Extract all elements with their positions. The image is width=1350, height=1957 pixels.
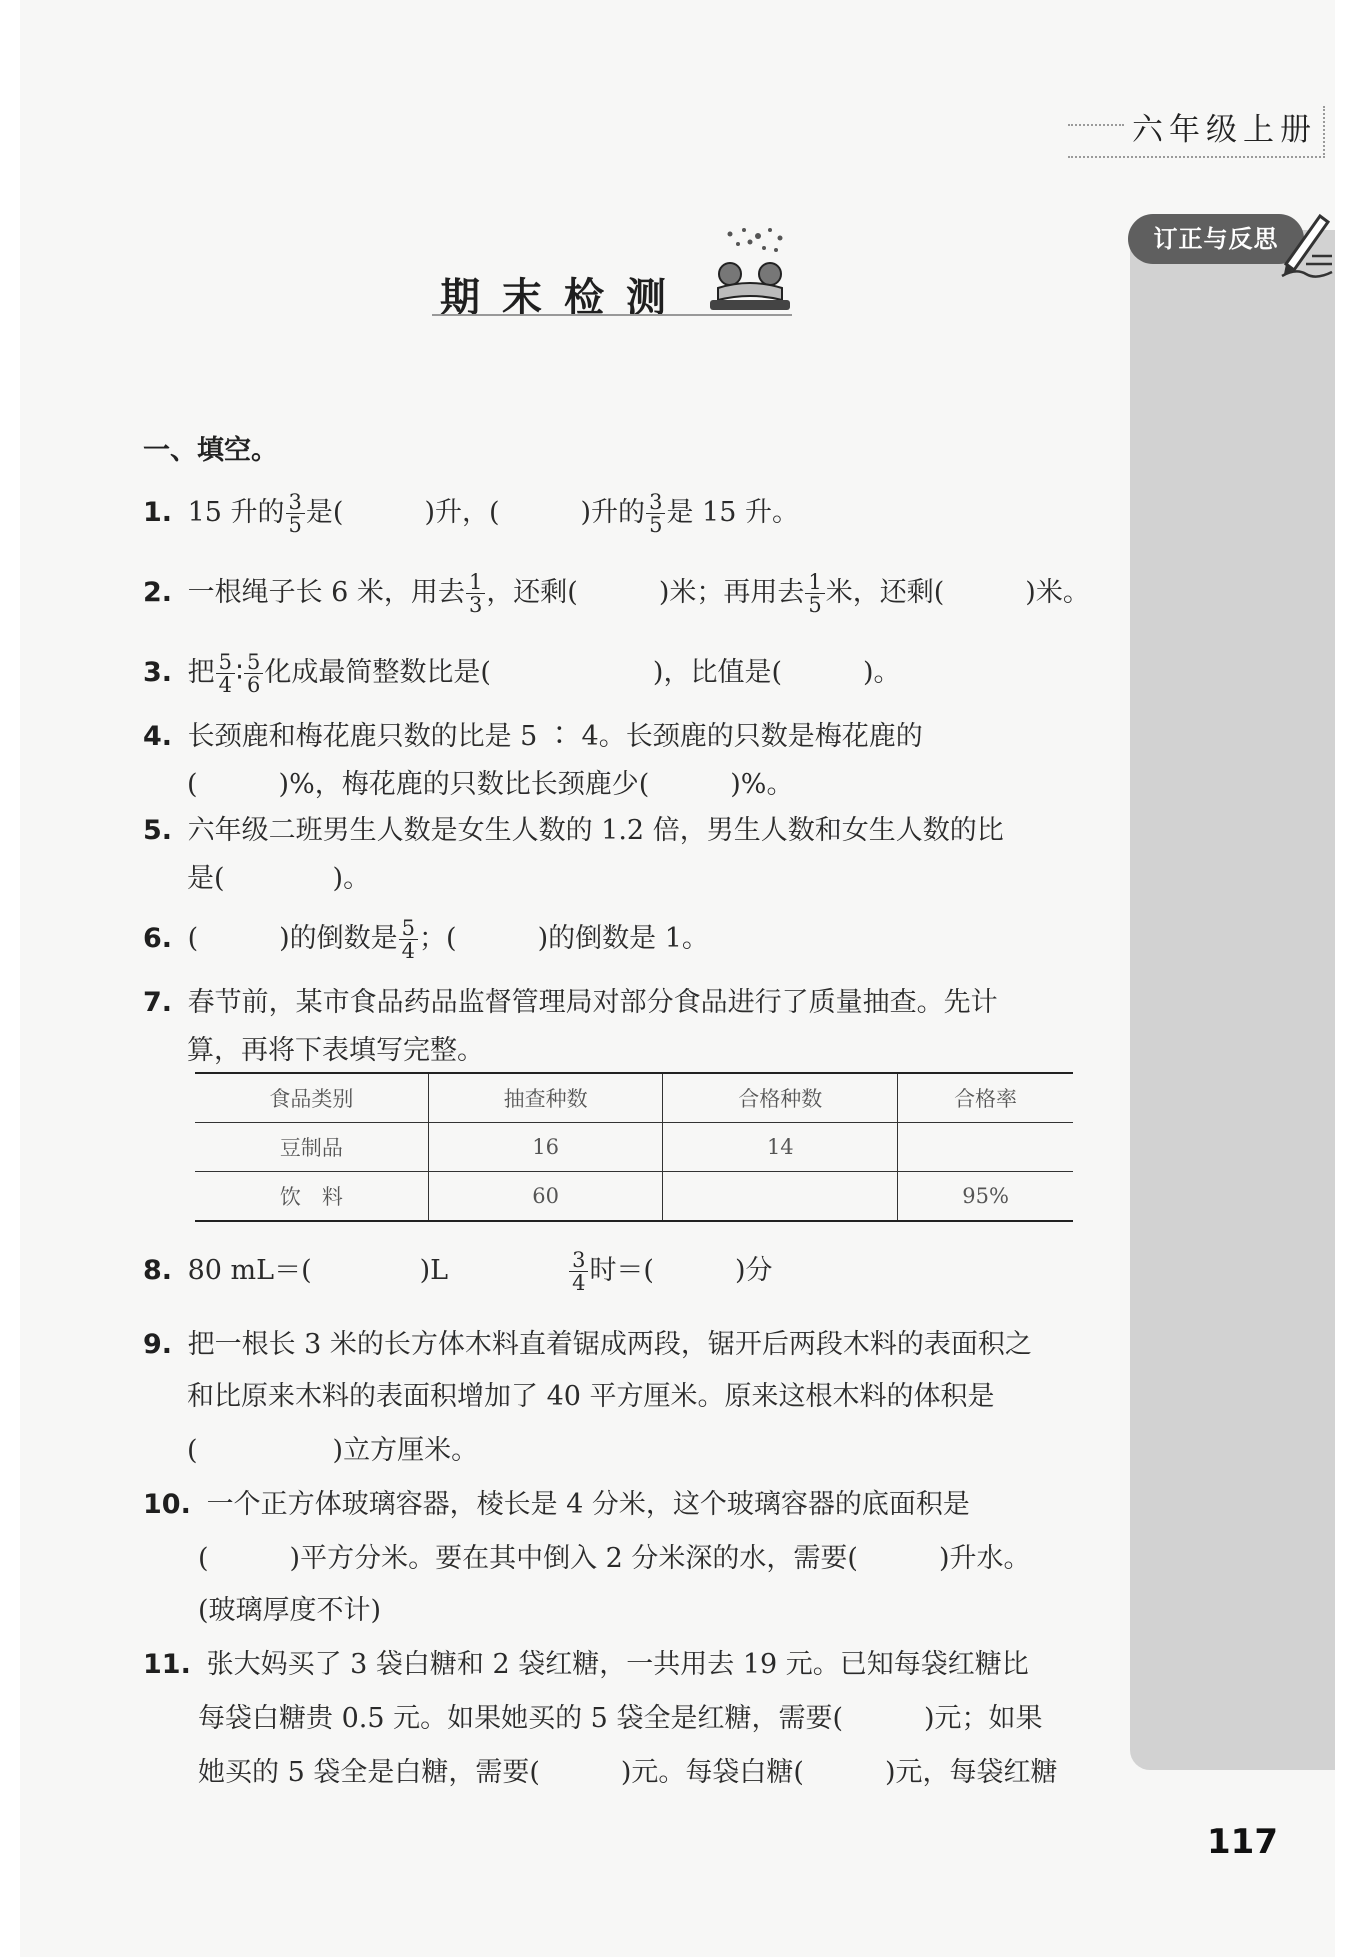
table-cell: 95% bbox=[962, 1184, 1009, 1208]
question-1 bbox=[143, 490, 799, 536]
fraction: $\frac{3}{5}$ bbox=[646, 491, 665, 536]
table-cell: 60 bbox=[428, 1172, 663, 1222]
question-text: 把 bbox=[187, 657, 215, 688]
question-text-line-1: 张大妈买了 3 袋白糖和 2 袋红糖，一共用去 19 元。已知每袋红糖比 bbox=[206, 1649, 1029, 1680]
question-text-line-1: 一个正方体玻璃容器，棱长是 4 分米，这个玻璃容器的底面积是 bbox=[206, 1489, 970, 1520]
table-header-cell: 合格种数 bbox=[663, 1073, 898, 1123]
question-3 bbox=[143, 650, 901, 696]
question-8 bbox=[143, 1248, 773, 1294]
question-11-line-3: 她买的 5 袋全是白糖，需要( )元。每袋白糖( )元，每袋红糖 bbox=[198, 1757, 1058, 1788]
question-text: 化成最简整数比是( )，比值是( )。 bbox=[264, 657, 901, 688]
question-5 bbox=[143, 808, 1004, 847]
question-text: ∶ bbox=[235, 657, 243, 688]
question-number: 10. bbox=[143, 1489, 191, 1520]
question-text: 一根绳子长 6 米，用去 bbox=[187, 577, 465, 608]
reading-children-illustration bbox=[700, 224, 800, 316]
grade-label: 六年级上册 bbox=[1132, 112, 1317, 148]
question-text: 15 升的 bbox=[187, 497, 285, 528]
fraction: $\frac{3}{4}$ bbox=[569, 1249, 588, 1294]
question-text: 时＝( )分 bbox=[589, 1255, 773, 1286]
question-11-line-2: 每袋白糖贵 0.5 元。如果她买的 5 袋全是红糖，需要( )元；如果 bbox=[198, 1703, 1043, 1734]
question-text: 80 mL＝( )L bbox=[187, 1255, 449, 1286]
question-9 bbox=[143, 1322, 1032, 1361]
pen-icon bbox=[1276, 206, 1334, 282]
question-text: 是( )升，( )升的 bbox=[305, 497, 646, 528]
question-5-line-2: 是( )。 bbox=[187, 863, 371, 894]
fraction: $\frac{1}{3}$ bbox=[466, 571, 485, 616]
question-text: 米，还剩( )米。 bbox=[825, 577, 1090, 608]
question-10-line-3: (玻璃厚度不计) bbox=[198, 1595, 382, 1626]
table-header-cell: 合格率 bbox=[954, 1087, 1018, 1111]
table-header-row bbox=[195, 1073, 1073, 1123]
question-number: 5. bbox=[143, 815, 173, 846]
question-7 bbox=[143, 980, 998, 1019]
table-cell: 16 bbox=[428, 1123, 663, 1172]
fraction: $\frac{5}{4}$ bbox=[216, 651, 235, 696]
question-9-line-3: ( )立方厘米。 bbox=[187, 1435, 479, 1466]
question-number: 8. bbox=[143, 1255, 173, 1286]
fraction: $\frac{5}{6}$ bbox=[244, 651, 263, 696]
fraction: $\frac{3}{5}$ bbox=[286, 491, 305, 536]
question-number: 3. bbox=[143, 657, 173, 688]
question-number: 2. bbox=[143, 577, 173, 608]
question-text-line-1: 长颈鹿和梅花鹿只数的比是 5 ∶ 4。长颈鹿的只数是梅花鹿的 bbox=[187, 721, 923, 752]
correction-sidebar bbox=[1130, 230, 1335, 1770]
section-heading: 一、填空。 bbox=[143, 435, 278, 466]
page-title: 期末检测 bbox=[440, 274, 688, 321]
question-4-line-2: ( )%，梅花鹿的只数比长颈鹿少( )%。 bbox=[187, 769, 794, 800]
sidebar-tab-label: 订正与反思 bbox=[1128, 214, 1304, 264]
question-7-line-2: 算，再将下表填写完整。 bbox=[187, 1035, 484, 1066]
question-10 bbox=[143, 1482, 970, 1521]
fraction: $\frac{5}{4}$ bbox=[399, 917, 418, 962]
question-4 bbox=[143, 714, 923, 753]
question-text: ( )的倒数是 bbox=[187, 923, 398, 954]
table-row bbox=[195, 1172, 1073, 1222]
question-11 bbox=[143, 1642, 1029, 1681]
question-number: 1. bbox=[143, 497, 173, 528]
table-cell-blank[interactable] bbox=[663, 1172, 898, 1222]
table-header-cell: 抽查种数 bbox=[428, 1073, 663, 1123]
table-cell: 14 bbox=[663, 1123, 898, 1172]
question-text-line-1: 春节前，某市食品药品监督管理局对部分食品进行了质量抽查。先计 bbox=[187, 987, 998, 1018]
question-text: ，还剩( )米；再用去 bbox=[486, 577, 805, 608]
table-cell: 饮 料 bbox=[195, 1172, 428, 1222]
table-row bbox=[195, 1123, 1073, 1172]
question-2 bbox=[143, 570, 1090, 616]
table-header-cell: 食品类别 bbox=[195, 1073, 428, 1123]
fraction: $\frac{1}{5}$ bbox=[805, 571, 824, 616]
page-number: 117 bbox=[1207, 1822, 1278, 1862]
question-number: 11. bbox=[143, 1649, 191, 1680]
question-number: 7. bbox=[143, 987, 173, 1018]
question-text: 是 15 升。 bbox=[666, 497, 799, 528]
question-6 bbox=[143, 916, 709, 962]
question-number: 6. bbox=[143, 923, 173, 954]
question-10-line-2: ( )平方分米。要在其中倒入 2 分米深的水，需要( )升水。 bbox=[198, 1543, 1031, 1574]
table-cell: 豆制品 bbox=[195, 1123, 428, 1172]
question-text-line-1: 六年级二班男生人数是女生人数的 1.2 倍，男生人数和女生人数的比 bbox=[187, 815, 1004, 846]
question-9-line-2: 和比原来木料的表面积增加了 40 平方厘米。原来这根木料的体积是 bbox=[187, 1381, 995, 1412]
food-inspection-table bbox=[195, 1072, 1073, 1222]
question-number: 4. bbox=[143, 721, 173, 752]
question-text: ；( )的倒数是 1。 bbox=[419, 923, 709, 954]
table-cell-blank[interactable] bbox=[898, 1123, 1073, 1172]
question-number: 9. bbox=[143, 1329, 173, 1360]
question-text-line-1: 把一根长 3 米的长方体木料直着锯成两段，锯开后两段木料的表面积之 bbox=[187, 1329, 1032, 1360]
